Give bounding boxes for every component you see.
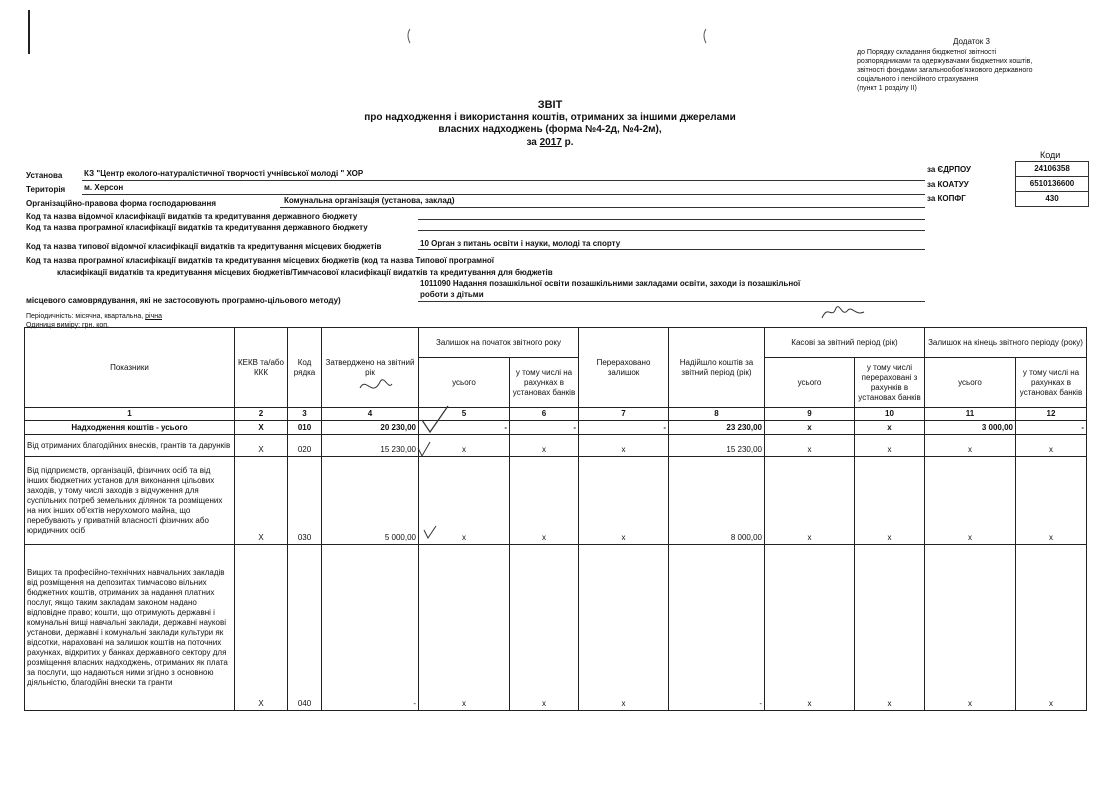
- local-program-value-1: 1011090 Надання позашкільної освіти позашкільними закладами освіти, заходи із позашкільної: [420, 279, 801, 288]
- row-be-total: 3 000,00: [925, 421, 1016, 435]
- codes-header: Коди: [1040, 150, 1061, 160]
- local-program-value-2: роботи з дітьми: [420, 290, 484, 299]
- handwritten-checkmarks: [330, 370, 460, 550]
- periodicity-label: Періодичність: місячна, квартальна,: [26, 313, 144, 320]
- row-be-total: х: [925, 435, 1016, 457]
- row-bs-bank: х: [510, 435, 579, 457]
- report-subtitle-1: про надходження і використання коштів, отриманих за іншими джерелами: [364, 112, 736, 123]
- table-row: [25, 435, 1087, 457]
- row-approved: 20 230,00: [322, 421, 419, 435]
- header-cash-total: усього: [765, 358, 855, 408]
- row-cash-total: х: [765, 545, 855, 711]
- report-table: [24, 327, 1087, 711]
- local-program-label-3: місцевого самоврядування, які не застосовують програмно-цільового методу): [26, 296, 341, 305]
- institution-label: Установа: [26, 171, 63, 180]
- row-received: 8 000,00: [669, 457, 765, 545]
- row-cash-total: х: [765, 421, 855, 435]
- row-bs-total: х: [419, 545, 510, 711]
- row-cash-total: х: [765, 457, 855, 545]
- header-bs-total: усього: [419, 358, 510, 408]
- kopfg-code: 430: [1015, 191, 1089, 207]
- header-indicators: Показники: [25, 328, 235, 408]
- appendix-line: розпорядниками та одержувачами бюджетних коштів,: [857, 58, 1033, 65]
- row-bs-bank: х: [510, 457, 579, 545]
- typical-class-value: 10 Орган з питань освіти і науки, молоді та спорту: [420, 239, 621, 248]
- row-cash-bank: х: [855, 421, 925, 435]
- row-be-bank: -: [1016, 421, 1087, 435]
- report-period-prefix: за: [526, 137, 537, 148]
- row-approved: 15 230,00: [322, 435, 419, 457]
- row-transferred: -: [579, 421, 669, 435]
- report-subtitle-2: власних надходжень (форма №4-2д, №4-2м),: [438, 124, 662, 135]
- column-number: 9: [765, 408, 855, 421]
- row-name: Від отриманих благодійних внесків, грантів та дарунків: [25, 435, 235, 457]
- handwritten-mark: [818, 300, 868, 324]
- row-code: 010: [288, 421, 322, 435]
- institution-underline: [82, 180, 925, 181]
- row-bs-total: х: [419, 435, 510, 457]
- periodicity-value: річна: [145, 313, 162, 320]
- scan-margin-mark: [28, 10, 30, 54]
- territory-underline: [82, 194, 925, 195]
- row-name: Вищих та професійно-технічних навчальних закладів від розміщення на депозитах тимчасово вільних бюджетних коштів, отриманих за надання платних послуг, якщо таким закладам законом надано відповідне право; кошти, що отримують державні і комунальні вищі навчальні заклади, державні наукові установи, державні і комунальні заклади культури як відсотки, нараховані на залишок коштів на поточних рахунках, відкритих у банках державного сектору для розміщення власних надходжень, отриманих як плата за послуги, що надаються ними згідно з основною діяльністю, благодійні внески та гранти: [25, 545, 235, 711]
- table-row: [25, 457, 1087, 545]
- row-bs-bank: х: [510, 545, 579, 711]
- kopfg-label: за КОПФГ: [927, 194, 966, 203]
- row-cash-bank: х: [855, 457, 925, 545]
- row-bs-total: -: [419, 421, 510, 435]
- row-cash-bank: х: [855, 435, 925, 457]
- dept-class-underline: [418, 219, 925, 220]
- row-code: 020: [288, 435, 322, 457]
- row-cash-total: х: [765, 435, 855, 457]
- row-cash-bank: х: [855, 545, 925, 711]
- column-number: 5: [419, 408, 510, 421]
- header-balance-end: Залишок на кінець звітного періоду (року): [925, 328, 1087, 358]
- column-number: 6: [510, 408, 579, 421]
- appendix-line: звітності фондами загальнообов'язкового державного: [857, 67, 1033, 74]
- row-approved: 5 000,00: [322, 457, 419, 545]
- row-name: Від підприємств, організацій, фізичних осіб та від інших бюджетних установ для виконання цільових заходів, у тому числі заходів з відчуження для суспільних потреб земельних ділянок та розміщених на них інших об'єктів нерухомого майна, що перебувають у приватній власності фізичних або юридичних осіб: [25, 457, 235, 545]
- row-approved: -: [322, 545, 419, 711]
- column-number-row: [25, 408, 1087, 421]
- header-balance-start: Залишок на початок звітного року: [419, 328, 579, 358]
- program-class-label: Код та назва програмної класифікації видатків та кредитування державного бюджету: [26, 223, 368, 232]
- report-title: ЗВІТ: [537, 99, 563, 111]
- row-kekv: Х: [235, 435, 288, 457]
- header-cash-bank: у тому числі перераховані з рахунків в установах банків: [855, 358, 925, 408]
- table-row: [25, 545, 1087, 711]
- header-row-code: Код рядка: [288, 328, 322, 408]
- row-transferred: х: [579, 545, 669, 711]
- column-number: 10: [855, 408, 925, 421]
- koatuu-code: 6510136600: [1015, 176, 1089, 192]
- appendix-title: Додаток 3: [953, 37, 990, 46]
- column-number: 8: [669, 408, 765, 421]
- local-program-label-1: Код та назва програмної класифікації видатків та кредитування місцевих бюджетів (код та назва Типової програмної: [26, 256, 495, 265]
- scan-dot-marks: [400, 25, 720, 50]
- koatuu-label: за КОАТУУ: [927, 180, 969, 189]
- header-kekv: КЕКВ та/або ККК: [235, 328, 288, 408]
- row-received: 23 230,00: [669, 421, 765, 435]
- edrpou-code: 24106358: [1015, 161, 1089, 177]
- legal-form-underline: [280, 207, 925, 208]
- header-transferred: Перераховано залишок: [579, 328, 669, 408]
- row-be-bank: х: [1016, 435, 1087, 457]
- row-transferred: х: [579, 457, 669, 545]
- appendix-note: [857, 48, 1077, 93]
- appendix-line: соціального і пенсійного страхування: [857, 76, 979, 83]
- report-period-suffix: р.: [564, 137, 574, 148]
- periodicity: [26, 312, 162, 321]
- typical-class-label: Код та назва типової відомчої класифікації видатків та кредитування місцевих бюджетів: [26, 242, 382, 251]
- column-number: 7: [579, 408, 669, 421]
- column-number: 11: [925, 408, 1016, 421]
- header-bs-bank: у тому числі на рахунках в установах банків: [510, 358, 579, 408]
- legal-form-label: Організаційно-правова форма господарювання: [26, 199, 217, 208]
- report-period: [0, 137, 1100, 149]
- table-row: [25, 421, 1087, 435]
- column-number: 4: [322, 408, 419, 421]
- header-received: Надійшло коштів за звітний період (рік): [669, 328, 765, 408]
- appendix-line: до Порядку складання бюджетної звітності: [857, 49, 997, 56]
- row-received: 15 230,00: [669, 435, 765, 457]
- row-be-bank: х: [1016, 545, 1087, 711]
- row-received: -: [669, 545, 765, 711]
- row-be-total: х: [925, 545, 1016, 711]
- report-year: 2017: [539, 137, 562, 148]
- institution-value: КЗ "Центр еколого-натуралістичної творчості учнівської молоді " ХОР: [84, 169, 364, 178]
- program-class-underline: [418, 230, 925, 231]
- row-code: 030: [288, 457, 322, 545]
- header-approved: Затверджено на звітний рік: [322, 328, 419, 408]
- edrpou-label: за ЄДРПОУ: [927, 165, 972, 174]
- row-code: 040: [288, 545, 322, 711]
- column-number: 3: [288, 408, 322, 421]
- local-program-label-2: класифікації видатків та кредитування місцевих бюджетів/Тимчасової класифікації видатків та кредитування для бюджетів: [57, 268, 553, 277]
- territory-value: м. Херсон: [84, 183, 124, 192]
- row-be-total: х: [925, 457, 1016, 545]
- appendix-line: (пункт 1 розділу ІІ): [857, 85, 917, 92]
- row-be-bank: х: [1016, 457, 1087, 545]
- typical-class-underline: [418, 249, 925, 250]
- column-number: 2: [235, 408, 288, 421]
- header-cash-expenses: Касові за звітний період (рік): [765, 328, 925, 358]
- unit-of-measure: Одиниця виміру: грн. коп.: [26, 322, 109, 329]
- column-number: 12: [1016, 408, 1087, 421]
- column-number: 1: [25, 408, 235, 421]
- dept-class-label: Код та назва відомчої класифікації видатків та кредитування державного бюджету: [26, 212, 358, 221]
- row-kekv: Х: [235, 457, 288, 545]
- header-be-total: усього: [925, 358, 1016, 408]
- territory-label: Територія: [26, 185, 66, 194]
- row-name: Надходження коштів - усього: [25, 421, 235, 435]
- row-bs-bank: -: [510, 421, 579, 435]
- header-be-bank: у тому числі на рахунках в установах банків: [1016, 358, 1087, 408]
- row-bs-total: х: [419, 457, 510, 545]
- legal-form-value: Комунальна організація (установа, заклад): [284, 196, 455, 205]
- row-kekv: Х: [235, 545, 288, 711]
- row-kekv: Х: [235, 421, 288, 435]
- row-transferred: х: [579, 435, 669, 457]
